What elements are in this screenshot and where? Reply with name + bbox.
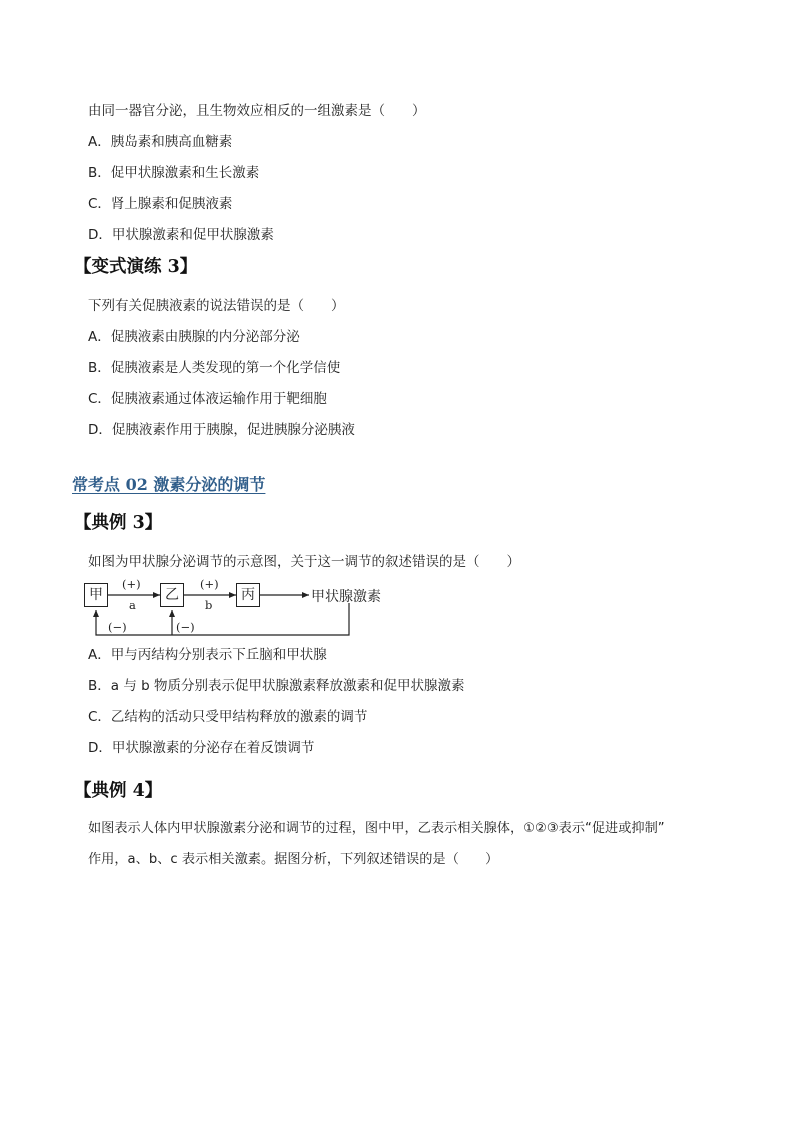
box-yi: 乙 — [160, 583, 184, 607]
question-stem-line2: 作用，a、b、c 表示相关激素。据图分析，下列叙述错误的是（ ） — [88, 852, 499, 867]
example-heading: 【典例 3】 — [74, 513, 163, 533]
question-stem-line1: 如图表示人体内甲状腺激素分泌和调节的过程，图中甲，乙表示相关腺体，①②③表示“促进或抑制” — [88, 821, 665, 836]
option-c: C．乙结构的活动只受甲结构释放的激素的调节 — [88, 709, 368, 725]
minus-label-2: (−) — [176, 620, 195, 634]
option-a: A．促胰液素由胰腺的内分泌部分泌 — [88, 329, 300, 345]
option-a: A．胰岛素和胰高血糖素 — [88, 134, 233, 150]
plus-label-b: (+) — [200, 577, 219, 591]
example-heading: 【典例 4】 — [74, 781, 163, 801]
option-b: B．a 与 b 物质分别表示促甲状腺激素释放激素和促甲状腺激素 — [88, 678, 465, 694]
plus-label-a: (+) — [122, 577, 141, 591]
variant-heading: 【变式演练 3】 — [74, 257, 198, 277]
section-title: 常考点 02 激素分泌的调节 — [72, 475, 266, 494]
option-b: B．促甲状腺激素和生长激素 — [88, 165, 260, 181]
option-d: D．甲状腺激素的分泌存在着反馈调节 — [88, 740, 315, 756]
box-jia: 甲 — [84, 583, 108, 607]
option-d: D．甲状腺激素和促甲状腺激素 — [88, 227, 274, 243]
thyroid-regulation-diagram — [84, 574, 414, 640]
question-stem: 如图为甲状腺分泌调节的示意图，关于这一调节的叙述错误的是（ ） — [88, 554, 520, 570]
box-bing: 丙 — [236, 583, 260, 607]
option-d: D．促胰液素作用于胰腺，促进胰腺分泌胰液 — [88, 422, 355, 438]
label-b: b — [205, 598, 213, 612]
question-stem: 下列有关促胰液素的说法错误的是（ ） — [88, 298, 345, 314]
label-a: a — [129, 598, 136, 612]
option-a: A．甲与丙结构分别表示下丘脑和甲状腺 — [88, 647, 327, 663]
output-label: 甲状腺激素 — [311, 589, 381, 605]
minus-label-1: (−) — [108, 620, 127, 634]
question-stem: 由同一器官分泌，且生物效应相反的一组激素是（ ） — [88, 103, 426, 119]
option-b: B．促胰液素是人类发现的第一个化学信使 — [88, 360, 341, 376]
option-c: C．肾上腺素和促胰液素 — [88, 196, 233, 212]
option-c: C．促胰液素通过体液运输作用于靶细胞 — [88, 391, 327, 407]
